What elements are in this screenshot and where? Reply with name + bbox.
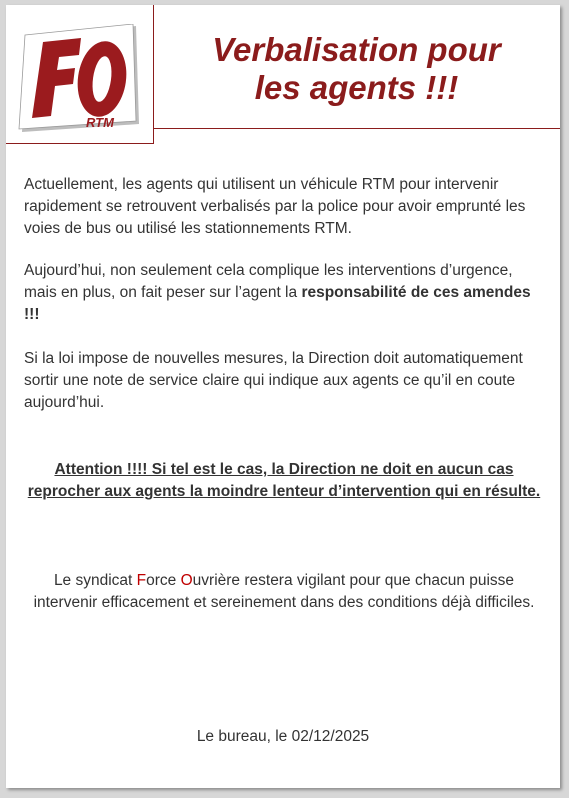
paragraph-1: Actuellement, les agents qui utilisent un véhicule RTM pour intervenir rapidement se retrouvent verbalisés par la police pour avoir emprunté les voies de bus ou utilisé les stationnements RTM. [24, 176, 526, 237]
union-prefix: Le syndicat [53, 572, 137, 589]
union-statement [24, 570, 544, 614]
title-line-1: Verbalisation pour [212, 31, 501, 68]
paragraph-2-bold: responsabilité de ces amendes !!! [24, 284, 531, 323]
signature-date: Le bureau, le 02/12/2025 [196, 728, 370, 745]
logo-subtitle: RTM [86, 115, 114, 130]
union-suffix: restera vigilant pour que chacun puisse intervenir efficacement et sereinement dans des conditions déjà difficiles. [33, 572, 535, 611]
paragraph-3: Si la loi impose de nouvelles mesures, la Direction doit automatiquement sortir une note de service claire qui indique aux agents ce qu’il en coute aujourd’hui. [24, 350, 523, 411]
letter-o: O [180, 572, 193, 589]
title-line-2: les agents !!! [254, 69, 459, 106]
fo-rtm-logo [18, 24, 140, 134]
page-title [153, 31, 560, 107]
attention-notice: Attention !!!! Si tel est le cas, la Direction ne doit en aucun cas reprocher aux agents la moindre lenteur d’intervention qui en résulte. [27, 461, 541, 500]
logo-frame [6, 5, 154, 144]
title-frame [153, 5, 560, 129]
document-page [6, 5, 560, 788]
letter-f: F [136, 572, 147, 589]
paragraph-2-text: Aujourd’hui, non seulement cela complique les interventions d’urgence, mais en plus, on fait peser sur l’agent la [24, 262, 513, 301]
ouvriere-rest: uvrière [192, 572, 241, 589]
force-rest: orce [146, 572, 181, 589]
paragraph-2 [24, 260, 544, 326]
